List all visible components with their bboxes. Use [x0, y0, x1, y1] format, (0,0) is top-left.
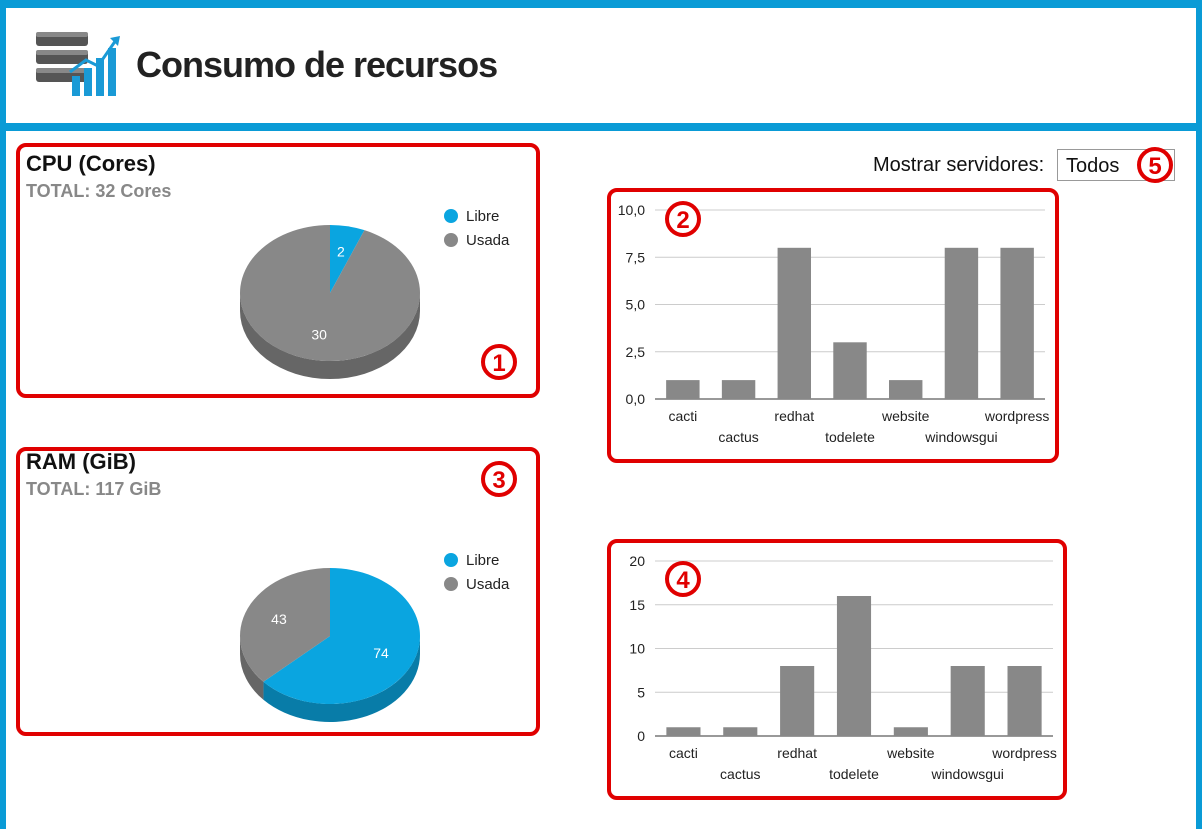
- ram-legend: [444, 548, 509, 596]
- legend-swatch-libre: [444, 553, 458, 567]
- badge-number: 1: [492, 350, 506, 377]
- badge-number: 3: [492, 467, 506, 494]
- x-tick-label: website: [881, 408, 930, 424]
- legend-item-usada: [444, 572, 509, 596]
- badge-1: [480, 343, 518, 381]
- legend-label: Usada: [466, 575, 510, 593]
- cpu-total-value: 32: [95, 181, 116, 201]
- x-tick-label: cacti: [668, 408, 698, 424]
- y-tick-label: 10,0: [617, 202, 645, 218]
- server-filter-value: Todos: [1066, 155, 1120, 177]
- x-tick-label: todelete: [829, 766, 879, 782]
- ram-panel-title: RAM (GiB): [26, 449, 136, 474]
- legend-swatch-usada: [444, 233, 458, 247]
- legend-item-usada: [444, 228, 509, 252]
- bar-todelete: [833, 342, 866, 399]
- pie-data-label: 30: [311, 326, 327, 343]
- bar-cactus: [722, 380, 755, 399]
- cpu-total-label: TOTAL:: [26, 181, 91, 201]
- x-tick-label: todelete: [825, 429, 875, 445]
- pie-data-label: 43: [271, 610, 287, 627]
- pie-data-label: 74: [373, 645, 389, 662]
- badge-number: 5: [1148, 153, 1162, 180]
- x-tick-label: redhat: [777, 745, 817, 761]
- pie-data-label: 2: [336, 243, 345, 260]
- x-tick-label: wordpress: [992, 745, 1057, 761]
- badge-number: 4: [676, 567, 690, 594]
- y-tick-label: 0: [637, 728, 645, 744]
- x-tick-label: windowsgui: [931, 766, 1004, 782]
- x-tick-label: cactus: [718, 429, 759, 445]
- x-tick-label: cacti: [669, 745, 698, 761]
- page-title: Consumo de recursos: [136, 44, 498, 85]
- y-tick-label: 20: [629, 553, 645, 569]
- x-tick-label: redhat: [774, 408, 815, 424]
- ram-pie-chart: [230, 558, 430, 738]
- header-divider: [0, 123, 1202, 131]
- badge-number: 2: [676, 207, 690, 234]
- legend-label: Libre: [466, 207, 500, 225]
- page-header: [6, 8, 1196, 123]
- badge-3: [480, 460, 518, 498]
- legend-label: Usada: [466, 231, 510, 249]
- cpu-legend: [444, 204, 509, 252]
- cpu-pie-chart: [230, 215, 430, 395]
- cpu-total: [26, 181, 171, 202]
- ram-total-label: TOTAL:: [26, 479, 91, 499]
- legend-item-libre: [444, 204, 509, 228]
- x-tick-label: wordpress: [984, 408, 1050, 424]
- server-chart-icon: [34, 28, 124, 100]
- ram-total: [26, 479, 161, 500]
- server-filter-label: Mostrar servidores:: [873, 154, 1045, 176]
- legend-swatch-libre: [444, 209, 458, 223]
- badge-5: [1136, 146, 1174, 184]
- badge-4: [664, 560, 702, 598]
- x-tick-label: cactus: [720, 766, 761, 782]
- ram-total-unit: GiB: [129, 479, 162, 499]
- bar-cacti: [666, 380, 699, 399]
- bar-windowsgui: [945, 248, 978, 399]
- y-tick-label: 2,5: [625, 343, 645, 360]
- cpu-panel-title: CPU (Cores): [26, 151, 156, 176]
- y-tick-label: 5: [637, 684, 645, 701]
- y-tick-label: 0,0: [625, 391, 645, 407]
- bar-website: [894, 727, 928, 736]
- y-tick-label: 15: [629, 596, 645, 613]
- y-tick-label: 10: [629, 640, 645, 657]
- ram-total-value: 117: [95, 479, 125, 499]
- cpu-total-unit: Cores: [120, 181, 172, 201]
- y-tick-label: 7,5: [625, 249, 645, 266]
- legend-swatch-usada: [444, 577, 458, 591]
- bar-redhat: [780, 666, 814, 736]
- bar-cacti: [666, 727, 700, 736]
- x-tick-label: website: [887, 745, 935, 761]
- bar-todelete: [837, 596, 871, 736]
- bar-redhat: [778, 248, 811, 399]
- bar-wordpress: [1008, 666, 1042, 736]
- legend-item-libre: [444, 548, 509, 572]
- bar-cactus: [723, 727, 757, 736]
- x-tick-label: windowsgui: [925, 429, 998, 445]
- bar-website: [889, 380, 922, 399]
- bar-windowsgui: [951, 666, 985, 736]
- y-tick-label: 5,0: [625, 296, 645, 313]
- badge-2: [664, 200, 702, 238]
- legend-label: Libre: [466, 551, 500, 569]
- bar-wordpress: [1000, 248, 1033, 399]
